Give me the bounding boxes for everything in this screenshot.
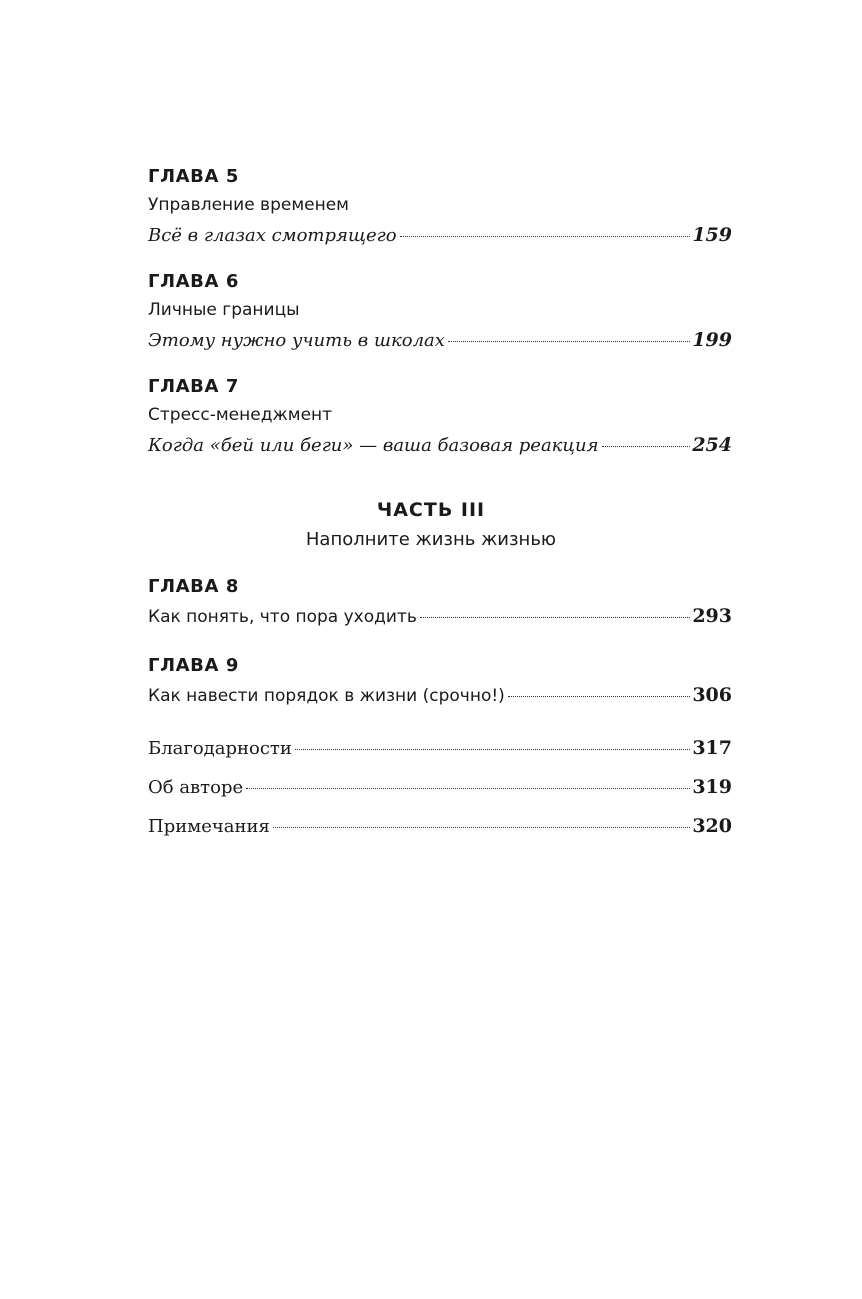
dot-leader [448, 341, 690, 342]
dot-leader [602, 446, 691, 447]
entry-title: Благодарности [148, 738, 292, 759]
dot-leader [295, 749, 690, 750]
chapter-title: Как навести порядок в жизни (срочно!) [148, 686, 505, 706]
chapter-subtitle: Когда «бей или беги» — ваша базовая реакция [148, 435, 599, 456]
page-number: 320 [692, 815, 732, 837]
page-number: 319 [692, 776, 732, 798]
toc-entry[interactable] [148, 604, 732, 629]
toc-entry[interactable] [148, 223, 732, 248]
toc-entry-notes[interactable] [148, 814, 732, 839]
dot-leader [273, 827, 690, 828]
chapter-label: ГЛАВА 5 [148, 166, 239, 187]
toc-chapter-5 [148, 166, 732, 248]
toc-chapter-7 [148, 376, 732, 458]
chapter-subtitle: Всё в глазах смотрящего [148, 225, 397, 246]
chapter-label: ГЛАВА 9 [148, 655, 239, 676]
toc-entry[interactable] [148, 683, 732, 708]
part-heading [0, 499, 862, 550]
page-number: 254 [692, 434, 732, 456]
page-number: 317 [692, 737, 732, 759]
toc-back-matter [148, 736, 732, 839]
page-number: 306 [692, 684, 732, 706]
toc-entry[interactable] [148, 328, 732, 353]
toc-chapter-6 [148, 271, 732, 353]
dot-leader [420, 617, 690, 618]
chapter-title: Как понять, что пора уходить [148, 607, 417, 627]
dot-leader [400, 236, 691, 237]
dot-leader [246, 788, 690, 789]
dot-leader [508, 696, 691, 697]
page-number: 293 [692, 605, 732, 627]
chapter-title: Управление временем [148, 195, 350, 215]
entry-title: Примечания [148, 816, 270, 837]
chapter-label: ГЛАВА 7 [148, 376, 239, 397]
toc-entry-about-author[interactable] [148, 775, 732, 800]
chapter-title: Стресс-менеджмент [148, 405, 333, 425]
entry-title: Об авторе [148, 777, 244, 798]
part-label: ЧАСТЬ III [376, 499, 486, 521]
chapter-subtitle: Этому нужно учить в школах [148, 330, 445, 351]
toc-chapter-9 [148, 655, 732, 708]
chapter-title: Личные границы [148, 300, 300, 320]
toc-entry-acknowledgements[interactable] [148, 736, 732, 761]
toc-entry[interactable] [148, 433, 732, 458]
chapter-label: ГЛАВА 6 [148, 271, 239, 292]
toc-chapter-8 [148, 576, 732, 629]
part-title: Наполните жизнь жизнью [305, 529, 557, 550]
page-number: 159 [692, 224, 732, 246]
page-number: 199 [692, 329, 732, 351]
chapter-label: ГЛАВА 8 [148, 576, 239, 597]
